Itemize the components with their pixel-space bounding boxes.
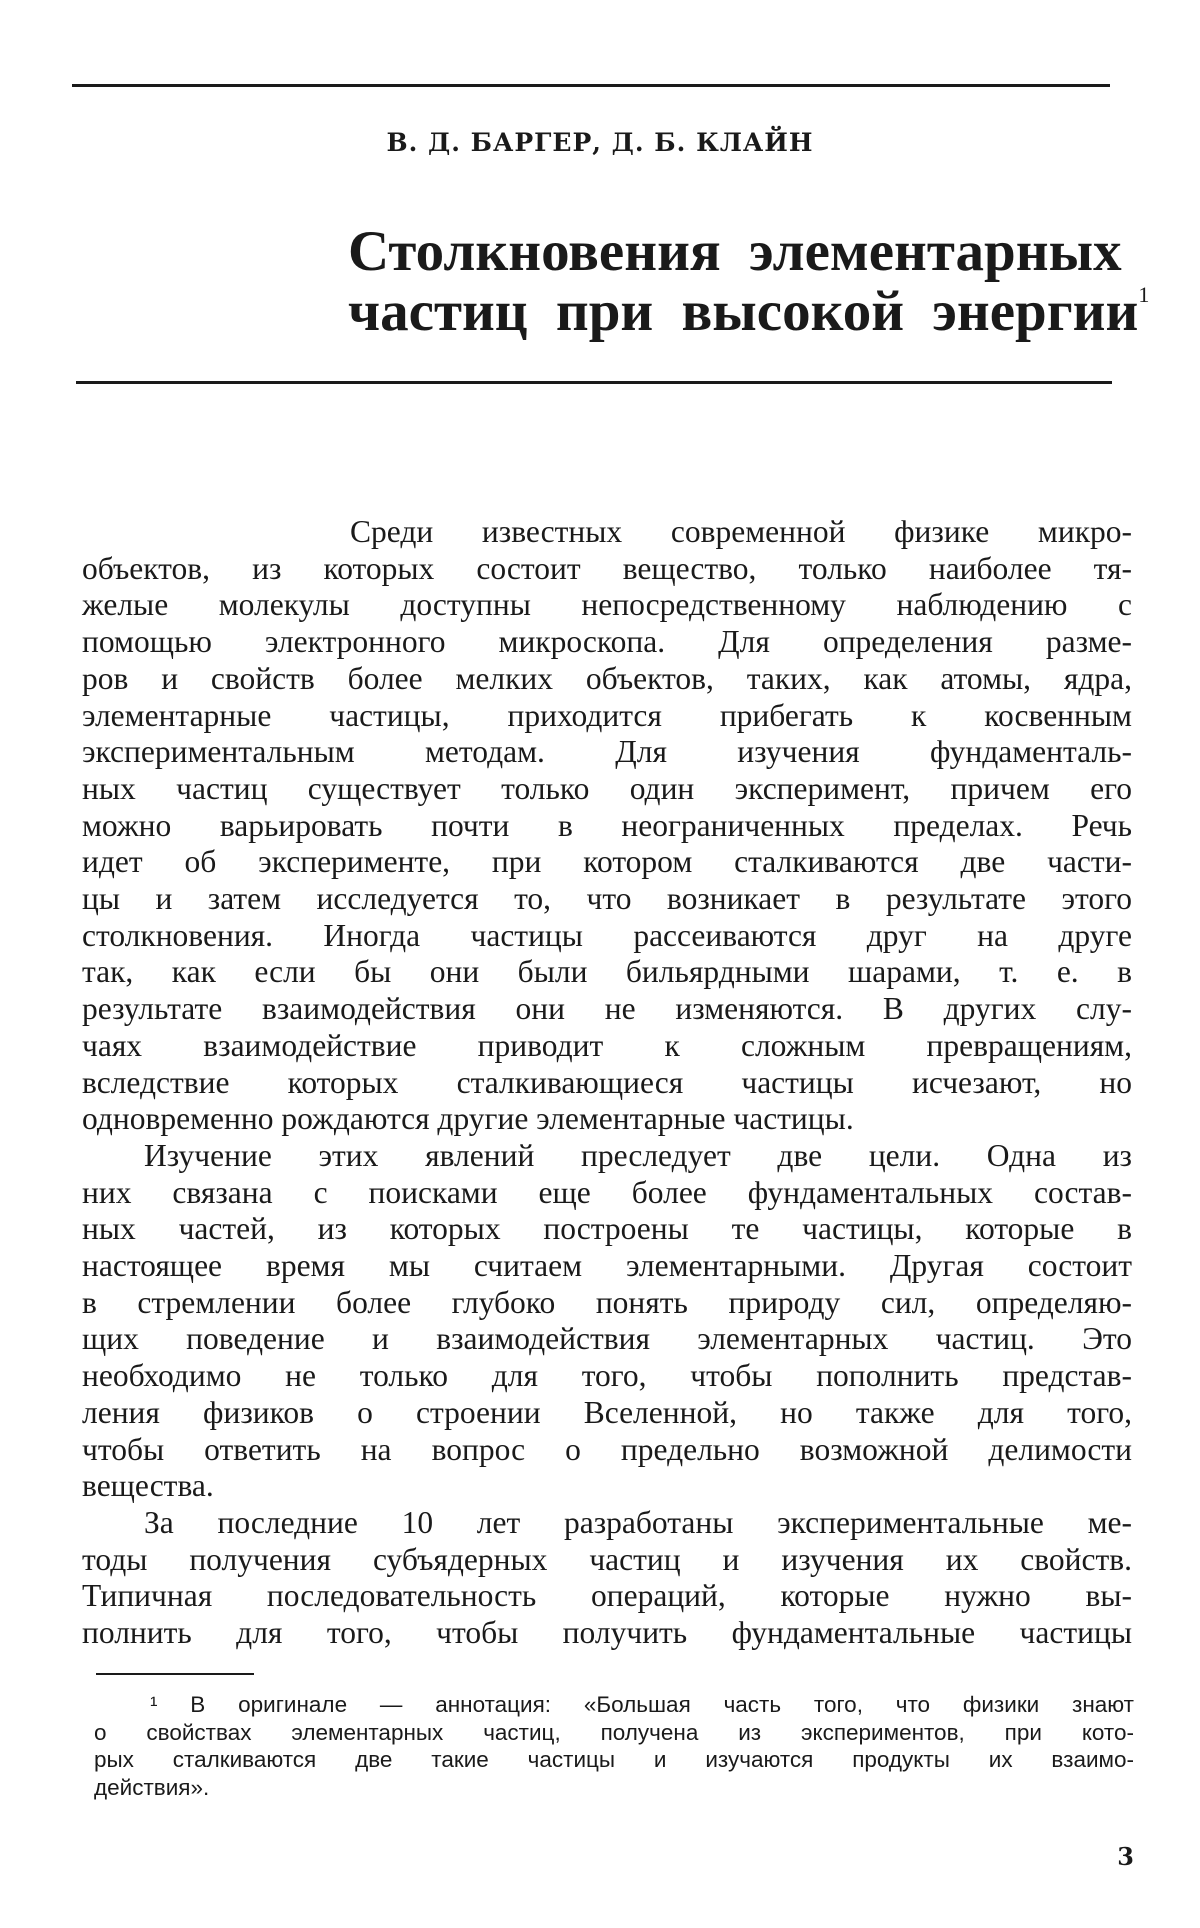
title-footnote-mark: 1 [1138,281,1150,307]
title-line-2-wrap [348,279,1150,343]
body-line: экспериментальным методам. Для изучения фундаменталь- [82,734,1132,770]
title-line-1: Столкновения элементарных [348,220,1122,283]
body-line: вследствие которых сталкивающиеся частицы исчезают, но [82,1064,1132,1100]
body-line: в стремлении более глубоко понять природу сил, определяю- [82,1284,1132,1320]
body-line: элементарные частицы, приходится прибегать к косвенным [82,697,1132,733]
body-line: идет об эксперименте, при котором сталкиваются две части- [82,844,1132,880]
footnote [94,1691,1134,1801]
top-rule [72,84,1110,87]
body-line: результате взаимодействия они не изменяются. В других слу- [82,991,1132,1027]
body-line: необходимо не только для того, чтобы пополнить представ- [82,1358,1132,1394]
body-line: ров и свойств более мелких объектов, таких, как атомы, ядра, [82,660,1132,696]
body-line: Типичная последовательность операций, которые нужно вы- [82,1578,1132,1614]
body-line: За последние 10 лет разработаны экспериментальные ме- [144,1504,1132,1540]
body-line: Изучение этих явлений преследует две цели. Одна из [144,1137,1132,1173]
authors: В. Д. БАРГЕР, Д. Б. КЛАЙН [386,128,814,157]
body-text [82,514,1132,1652]
body-line: Среди известных современной физике микро- [350,514,1132,549]
footnote-line: о свойствах элементарных частиц, получена из экспериментов, при кото- [94,1719,1134,1745]
body-line: чтобы ответить на вопрос о предельно возможной делимости [82,1431,1132,1467]
body-line: объектов, из которых состоит вещество, только наиболее тя- [82,550,1132,586]
footnote-rule [96,1673,254,1675]
footnote-line: действия». [94,1774,210,1800]
body-line: желые молекулы доступны непосредственному наблюдению с [82,587,1132,623]
body-line: них связана с поисками еще более фундаментальных состав- [82,1174,1132,1210]
title-line-2: частиц при высокой энергии [348,279,1139,343]
body-line: щих поведение и взаимодействия элементарных частиц. Это [82,1321,1132,1357]
body-line: одновременно рождаются другие элементарные частицы. [82,1101,854,1137]
title-rule [76,381,1112,384]
body-line: можно варьировать почти в неограниченных пределах. Речь [82,807,1132,843]
body-line: ления физиков о строении Вселенной, но также для того, [82,1394,1132,1430]
body-line: ных частиц существует только один эксперимент, причем его [82,770,1132,806]
body-line: тоды получения субъядерных частиц и изучения их свойств. [82,1541,1132,1577]
body-line: цы и затем исследуется то, что возникает в результате этого [82,881,1132,917]
footnote-line: ¹ В оригинале — аннотация: «Большая часть того, что физики знают [150,1692,1134,1717]
body-line: помощью электронного микроскопа. Для определения разме- [82,624,1132,660]
body-line: настоящее время мы считаем элементарными. Другая состоит [82,1248,1132,1284]
body-line: столкновения. Иногда частицы рассеиваются друг на друге [82,917,1132,953]
body-line: ных частей, из которых построены те частицы, которые в [82,1211,1132,1247]
page-number: 3 [1117,1842,1134,1871]
body-line: полнить для того, чтобы получить фундаментальные частицы [82,1615,1132,1651]
body-line: так, как если бы они были бильярдными шарами, т. е. в [82,954,1132,990]
body-line: чаях взаимодействие приводит к сложным превращениям, [82,1027,1132,1063]
body-line: вещества. [82,1468,214,1504]
footnote-line: рых сталкиваются две такие частицы и изучаются продукты их взаимо- [94,1747,1134,1772]
article-title [348,220,1150,343]
